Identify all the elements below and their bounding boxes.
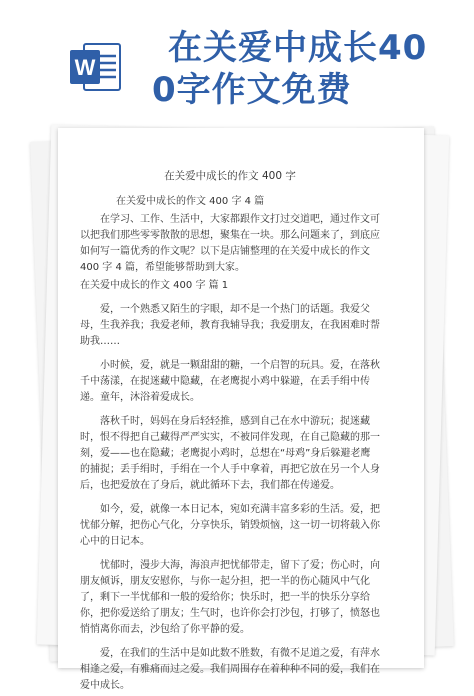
body-paragraph: 忧郁时，漫步大海，海浪声把忧郁带走，留下了爱；伤心时，向朋友倾诉，朋友安慰你，与你一起分担，把一半的伤心随风中气化了，剩下一半忧郁和一般的爱给你；快乐时，把一半的快乐分享给你，把你爱送给了朋友；生气时，也许你会打沙包，打够了，愤怒也悄悄离你而去，沙包给了你平静的爱。 — [80, 560, 380, 635]
document-page — [58, 128, 424, 691]
word-icon — [70, 42, 122, 92]
banner-title-line-2: 0字作文免费 — [152, 70, 352, 110]
section-heading: 在关爱中成长的作文 400 字 篇 1 — [80, 280, 229, 291]
body-paragraph: 爱，一个熟悉又陌生的字眼，却不是一个热门的话题。我爱父母，生我养我；我爱老师，教育我辅导我；我爱朋友，在我困难时帮助我…… — [80, 304, 380, 347]
document-subtitle: 在关爱中成长的作文 400 字 4 篇 — [116, 196, 265, 207]
document-body — [80, 168, 380, 696]
banner — [0, 0, 474, 118]
document-title: 在关爱中成长的作文 400 字 — [164, 170, 296, 182]
word-logo-letter: W — [74, 55, 96, 80]
body-paragraph: 爱，在我们的生活中是如此数不胜数，有微不足道之爱，有萍水相逢之爱，有雅痛而过之爱。我们周围存在着种种不同的爱，我们在爱中成长。 — [80, 648, 380, 691]
body-paragraph: 落秋千时，妈妈在身后轻轻推，感到自己在水中游玩；捉迷藏时，恨不得把自己藏得严严实实，不被同伴发现，在自己隐藏的那一刻，爱——也在隐藏；老鹰捉小鸡时，总想在“母鸡”身后躲避老鹰的捕捉；丢手绢时，手绢在一个人手中拿着，再把它放在另一个人身后，也把爱放在了身后，就此循环下去，我们都在传递爱。 — [80, 416, 380, 491]
intro-paragraph: 在学习、工作、生活中，大家都跟作文打过交道吧，通过作文可以把我们那些零零散散的思想，聚集在一块。那么问题来了，到底应如何写一篇优秀的作文呢？以下是店铺整理的在关爱中成长的作文 400 字 4 篇，希望能够帮助到大家。 — [80, 214, 380, 273]
body-paragraph: 小时候，爱，就是一颗甜甜的糖，一个启智的玩具。爱，在落秋千中荡漾，在捉迷藏中隐藏，在老鹰捉小鸡中躲避，在丢手绢中传递。童年，沐浴着爱成长。 — [80, 360, 380, 403]
body-paragraph: 如今，爱，就像一本日记本，宛如充满丰富多彩的生活。爱，把忧郁分解，把伤心气化，分享快乐，销毁烦恼，这一切一切将载入你心中的日记本。 — [80, 504, 380, 547]
banner-title-line-1: 在关爱中成长40 — [168, 28, 428, 68]
